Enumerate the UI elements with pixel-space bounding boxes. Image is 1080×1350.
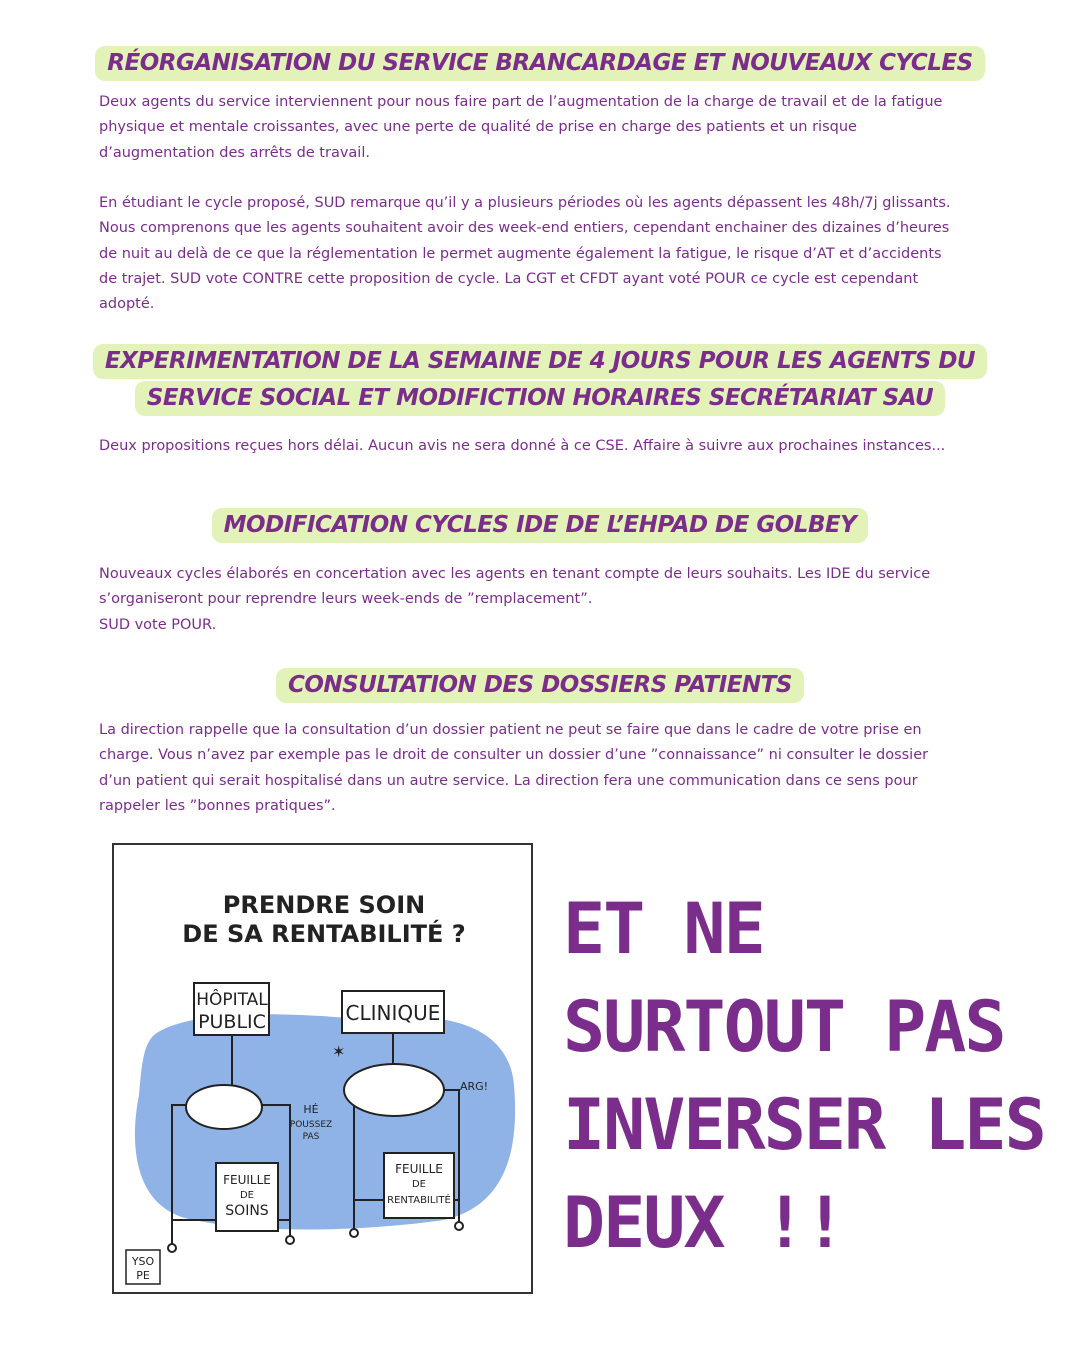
patients-right — [344, 1064, 444, 1116]
section-2-heading-wrap-2 — [0, 381, 1080, 416]
slogan-line: DEUX !! — [563, 1182, 845, 1264]
section-3-heading-wrap — [0, 508, 1080, 543]
cartoon-title: DE SA RENTABILITÉ ? — [182, 920, 466, 948]
slogan-line: SURTOUT PAS — [563, 986, 1005, 1068]
star-icon: ✶ — [332, 1042, 346, 1061]
section-2-heading-wrap — [0, 344, 1080, 379]
section-heading: RÉORGANISATION DU SERVICE BRANCARDAGE ET NOUVEAUX CYCLES — [95, 46, 984, 81]
section-1-heading-wrap — [0, 46, 1080, 81]
section-heading: CONSULTATION DES DOSSIERS PATIENTS — [276, 668, 804, 703]
paragraph: La direction rappelle que la consultation d’un dossier patient ne peut se faire que dans le cadre de votre prise en charge. Vous n’avez par exemple pas le droit de consulter un dossier d’une ”connaissance” ni consulter le dossier d’un patient qui serait hospitalisé dans un autre service. La direction fera une communication dans ce sens pour rappeler les ”bonnes pratiques”. — [99, 722, 929, 814]
chart-right-text: RENTABILITÉ — [387, 1195, 451, 1206]
cartoon-illustration — [112, 843, 533, 1294]
sign-left-text: HÔPITAL — [196, 990, 268, 1010]
paragraph: SUD vote POUR. — [99, 617, 217, 633]
signature-text: PE — [136, 1269, 150, 1282]
chart-left-text: SOINS — [225, 1203, 269, 1219]
paragraph: Nouveaux cycles élaborés en concertation avec les agents en tenant compte de leurs souhaits. Les IDE du service s’organiseront pour reprendre leurs week-ends de ”remplacement”. — [99, 566, 931, 608]
cartoon-title: PRENDRE SOIN — [222, 891, 426, 919]
speech-text: PAS — [302, 1132, 320, 1142]
paragraph: En étudiant le cycle proposé, SUD remarque qu’il y a plusieurs périodes où les agents dépassent les 48h/7j glissants. Nous comprenons que les agents souhaitent avoir des week-end entiers, cependant enchainer des dizaines d’heures de nuit au delà de ce que la réglementation le permet augmente également la fatigue, le risque d’AT et d’accidents de trajet. SUD vote CONTRE cette proposition de cycle. La CGT et CFDT ayant voté POUR ce cycle est cependant adopté. — [99, 195, 951, 313]
chart-right-text: DE — [411, 1179, 427, 1190]
section-heading: MODIFICATION CYCLES IDE DE L’EHPAD DE GOLBEY — [212, 508, 869, 543]
speech-text: HÉ — [303, 1103, 319, 1116]
speech-text: POUSSEZ — [289, 1120, 333, 1130]
speech-text: ARG! — [459, 1080, 489, 1093]
chart-right-text: FEUILLE — [395, 1162, 443, 1176]
sign-right-text: CLINIQUE — [345, 1001, 441, 1025]
slogan-line: ET NE — [563, 888, 764, 970]
section-4-heading-wrap — [0, 668, 1080, 703]
cartoon-drawing — [114, 845, 531, 1292]
paragraph: Deux agents du service interviennent pour nous faire part de l’augmentation de la charge de travail et de la fatigue physique et mentale croissantes, avec une perte de qualité de prise en charge des patients et un risque d’augmentation des arrêts de travail. — [99, 94, 943, 161]
chart-left-text: FEUILLE — [223, 1173, 271, 1187]
section-heading-line: EXPERIMENTATION DE LA SEMAINE DE 4 JOURS POUR LES AGENTS DU — [93, 344, 987, 379]
signature-text: YSO — [131, 1255, 155, 1268]
patient-left — [186, 1085, 262, 1129]
chart-left-text: DE — [239, 1190, 255, 1201]
paragraph: Deux propositions reçues hors délai. Aucun avis ne sera donné à ce CSE. Affaire à suivre aux prochaines instances... — [99, 438, 946, 454]
section-heading-line: SERVICE SOCIAL ET MODIFICTION HORAIRES SECRÉTARIAT SAU — [135, 381, 945, 416]
sign-left-text: PUBLIC — [198, 1011, 266, 1033]
slogan-line: INVERSER LES — [563, 1084, 1045, 1166]
slogan — [563, 880, 1063, 1272]
